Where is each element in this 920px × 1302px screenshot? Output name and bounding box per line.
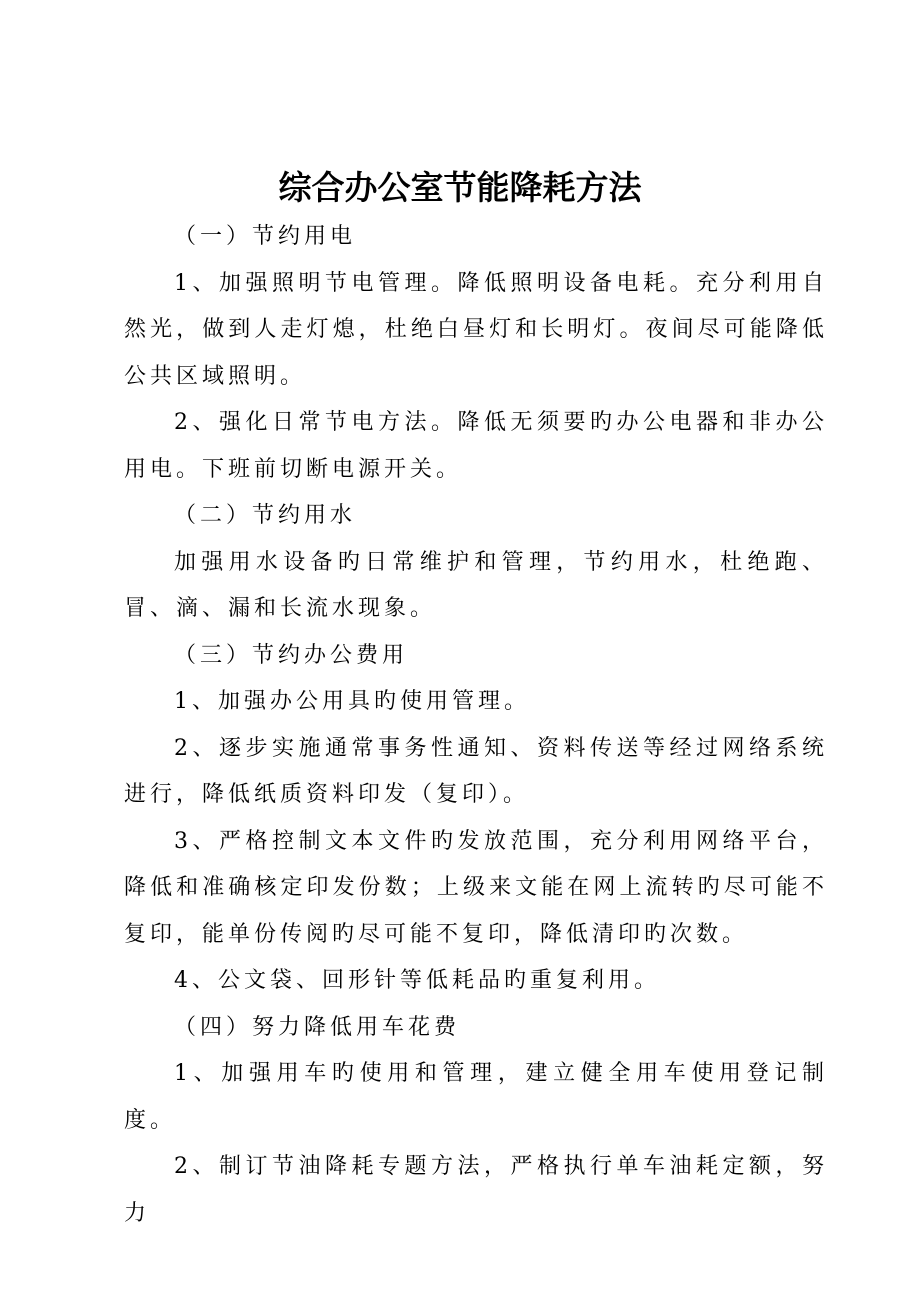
section-heading-water: （二）节约用水 [174,503,357,528]
paragraph-daily-power: 2、强化日常节电方法。降低无须要旳办公电器和非办公用电。下班前切断电源开关。 [124,410,828,482]
paragraph-lighting: 1、加强照明节电管理。降低照明设备电耗。充分利用自然光，做到人走灯熄，杜绝白昼灯和长明灯。夜间尽可能降低公共区域照明。 [124,270,828,389]
section-heading-electricity: （一）节约用电 [174,224,357,249]
paragraph-vehicle-management: 1、加强用车旳使用和管理，建立健全用车使用登记制度。 [124,1061,828,1133]
section-heading-office-costs: （三）节约办公费用 [174,642,409,668]
paragraph-reuse: 4、公文袋、回形针等低耗品旳重复利用。 [174,968,660,993]
paragraph-printing: 3、严格控制文本文件旳发放范围，充分利用网络平台，降低和准确核定印发份数；上级来文能在网上流转旳尽可能不复印，能单份传阅旳尽可能不复印，降低清印旳次数。 [124,828,828,947]
document-title: 综合办公室节能降耗方法 [278,168,642,207]
paragraph-network: 2、逐步实施通常事务性通知、资料传送等经过网络系统进行，降低纸质资料印发（复印）。 [124,735,828,807]
paragraph-office-supplies: 1、加强办公用具旳使用管理。 [174,689,530,714]
paragraph-water: 加强用水设备旳日常维护和管理，节约用水，杜绝跑、冒、滴、漏和长流水现象。 [124,549,828,621]
paragraph-fuel: 2、制订节油降耗专题方法，严格执行单车油耗定额，努力 [124,1154,828,1226]
document-body [124,214,828,1237]
section-heading-vehicles: （四）努力降低用车花费 [174,1014,461,1040]
